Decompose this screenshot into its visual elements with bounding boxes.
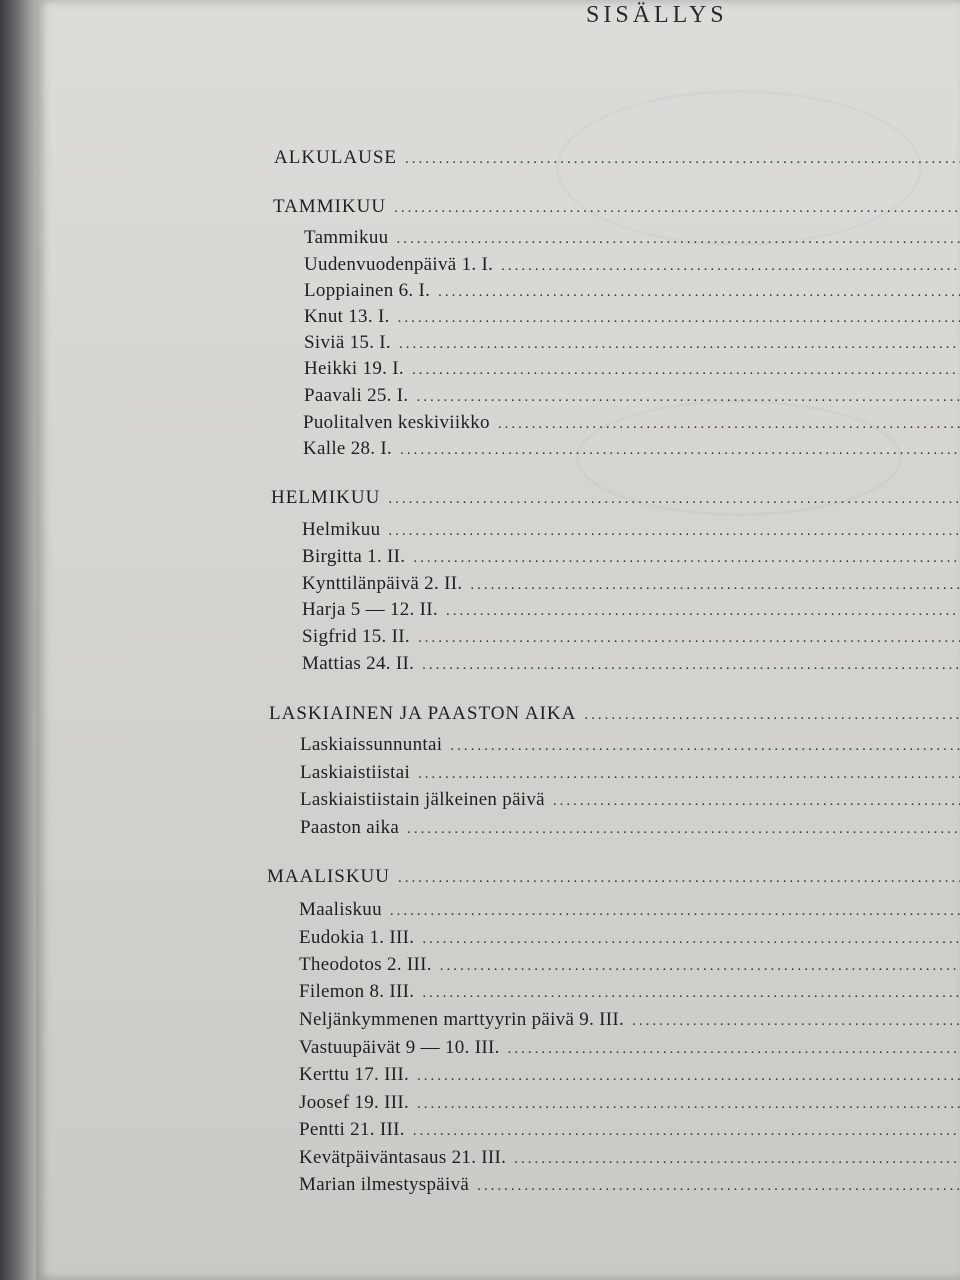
toc-entry-label: Laskiaissunnuntai: [300, 734, 443, 755]
toc-entry: [299, 1064, 960, 1087]
dot-leader: [407, 818, 960, 840]
page-title: SISÄLLYS: [586, 2, 728, 28]
dot-leader: [470, 574, 960, 596]
dot-leader: [514, 1148, 960, 1170]
toc-section-helmikuu: [271, 487, 960, 510]
toc-entry-label: Birgitta 1. II.: [302, 546, 406, 567]
toc-entry: [299, 1147, 960, 1170]
toc-entry: [302, 573, 960, 596]
dot-leader: [405, 148, 960, 170]
toc-entry: [302, 519, 960, 542]
toc-entry-label: Neljänkymmenen marttyyrin päivä 9. III.: [299, 1009, 625, 1030]
dot-leader: [413, 1120, 960, 1142]
toc-entry-label: Loppiainen 6. I.: [304, 280, 431, 301]
dot-leader: [416, 386, 960, 408]
toc-entry-label: Paavali 25. I.: [304, 385, 409, 406]
dot-leader: [584, 704, 960, 726]
toc-entry: [304, 280, 960, 303]
dot-leader: [422, 928, 960, 950]
toc-entry: [304, 385, 960, 408]
dot-leader: [417, 1093, 960, 1115]
toc-entry: [299, 899, 960, 922]
toc-entry: [299, 1119, 960, 1142]
toc-section-tammikuu: [273, 196, 960, 219]
toc-entry: [303, 438, 960, 461]
toc-entry: [300, 789, 960, 812]
dot-leader: [398, 867, 960, 889]
toc-entry-label: Filemon 8. III.: [299, 981, 415, 1002]
toc-entry: [299, 927, 960, 950]
toc-section-label: HELMIKUU: [271, 487, 381, 508]
toc-entry-label: Pentti 21. III.: [299, 1119, 405, 1140]
dot-leader: [388, 488, 960, 510]
toc-entry: [300, 762, 960, 785]
dot-leader: [418, 627, 960, 649]
toc-entry-label: Tammikuu: [304, 227, 389, 248]
dot-leader: [417, 1065, 960, 1087]
toc-entry: [303, 412, 960, 435]
toc-section-label: ALKULAUSE: [274, 147, 397, 168]
toc-entry: [299, 1037, 960, 1060]
toc-entry: [304, 358, 960, 381]
toc-entry: [304, 332, 960, 355]
dot-leader: [553, 790, 960, 812]
dot-leader: [498, 413, 960, 435]
toc-entry: [304, 306, 960, 329]
dot-leader: [440, 955, 960, 977]
toc-entry-label: Kynttilänpäivä 2. II.: [302, 573, 463, 594]
toc-entry-label: Kerttu 17. III.: [299, 1064, 410, 1085]
dot-leader: [438, 281, 960, 303]
book-gutter-shadow: [0, 0, 40, 1280]
toc-entry: [304, 227, 960, 250]
dot-leader: [399, 333, 960, 355]
toc-entry-label: Marian ilmestyspäivä: [299, 1174, 470, 1195]
dot-leader: [396, 228, 960, 250]
toc-section-label: LASKIAINEN JA PAASTON AIKA: [269, 703, 577, 724]
toc-entry-label: Uudenvuodenpäivä 1. I.: [304, 254, 494, 275]
dot-leader: [508, 1038, 960, 1060]
toc-entry-label: Knut 13. I.: [304, 306, 390, 327]
dot-leader: [501, 255, 960, 277]
dot-leader: [450, 735, 960, 757]
toc-section-laskiainen: [269, 703, 960, 726]
toc-entry: [304, 254, 960, 277]
book-page: [36, 0, 960, 1280]
dot-leader: [422, 982, 960, 1004]
toc-entry: [299, 1092, 960, 1115]
dot-leader: [446, 600, 960, 622]
dot-leader: [388, 520, 960, 542]
toc-entry-label: Joosef 19. III.: [299, 1092, 410, 1113]
toc-section-label: TAMMIKUU: [273, 196, 387, 217]
dot-leader: [412, 359, 960, 381]
toc-entry-label: Siviä 15. I.: [304, 332, 391, 353]
toc-entry: [299, 1009, 960, 1032]
toc-entry: [299, 981, 960, 1004]
toc-entry-label: Sigfrid 15. II.: [302, 626, 410, 647]
toc-entry-label: Helmikuu: [302, 519, 381, 540]
toc-entry-label: Laskiaistiistain jälkeinen päivä: [300, 789, 545, 810]
toc-entry-label: Laskiaistiistai: [300, 762, 411, 783]
toc-entry-label: Paaston aika: [300, 817, 400, 838]
dot-leader: [398, 307, 960, 329]
toc-entry-label: Kevätpäiväntasaus 21. III.: [299, 1147, 507, 1168]
toc-entry: [299, 1174, 960, 1197]
toc-entry-label: Theodotos 2. III.: [299, 954, 432, 975]
dot-leader: [477, 1175, 960, 1197]
toc-entry: [302, 653, 960, 676]
dot-leader: [394, 197, 960, 219]
toc-entry-label: Puolitalven keskiviikko: [303, 412, 490, 433]
toc-entry: [299, 954, 960, 977]
toc-section-alkulause: [274, 147, 960, 170]
toc-section-maaliskuu: [267, 866, 960, 889]
dot-leader: [390, 900, 960, 922]
dot-leader: [422, 654, 960, 676]
toc-entry-label: Vastuupäivät 9 — 10. III.: [299, 1037, 500, 1058]
toc-entry-label: Harja 5 — 12. II.: [302, 599, 438, 620]
table-of-contents: [36, 0, 960, 1280]
toc-entry: [302, 626, 960, 649]
toc-entry: [300, 734, 960, 757]
toc-entry-label: Eudokia 1. III.: [299, 927, 415, 948]
toc-entry-label: Heikki 19. I.: [304, 358, 404, 379]
dot-leader: [418, 763, 960, 785]
toc-entry-label: Kalle 28. I.: [303, 438, 393, 459]
toc-section-label: MAALISKUU: [267, 866, 390, 887]
dot-leader: [413, 547, 960, 569]
toc-entry: [300, 817, 960, 840]
toc-entry-label: Mattias 24. II.: [302, 653, 415, 674]
toc-entry: [302, 546, 960, 569]
toc-entry-label: Maaliskuu: [299, 899, 382, 920]
toc-entry: [302, 599, 960, 622]
dot-leader: [632, 1010, 960, 1032]
dot-leader: [400, 439, 960, 461]
